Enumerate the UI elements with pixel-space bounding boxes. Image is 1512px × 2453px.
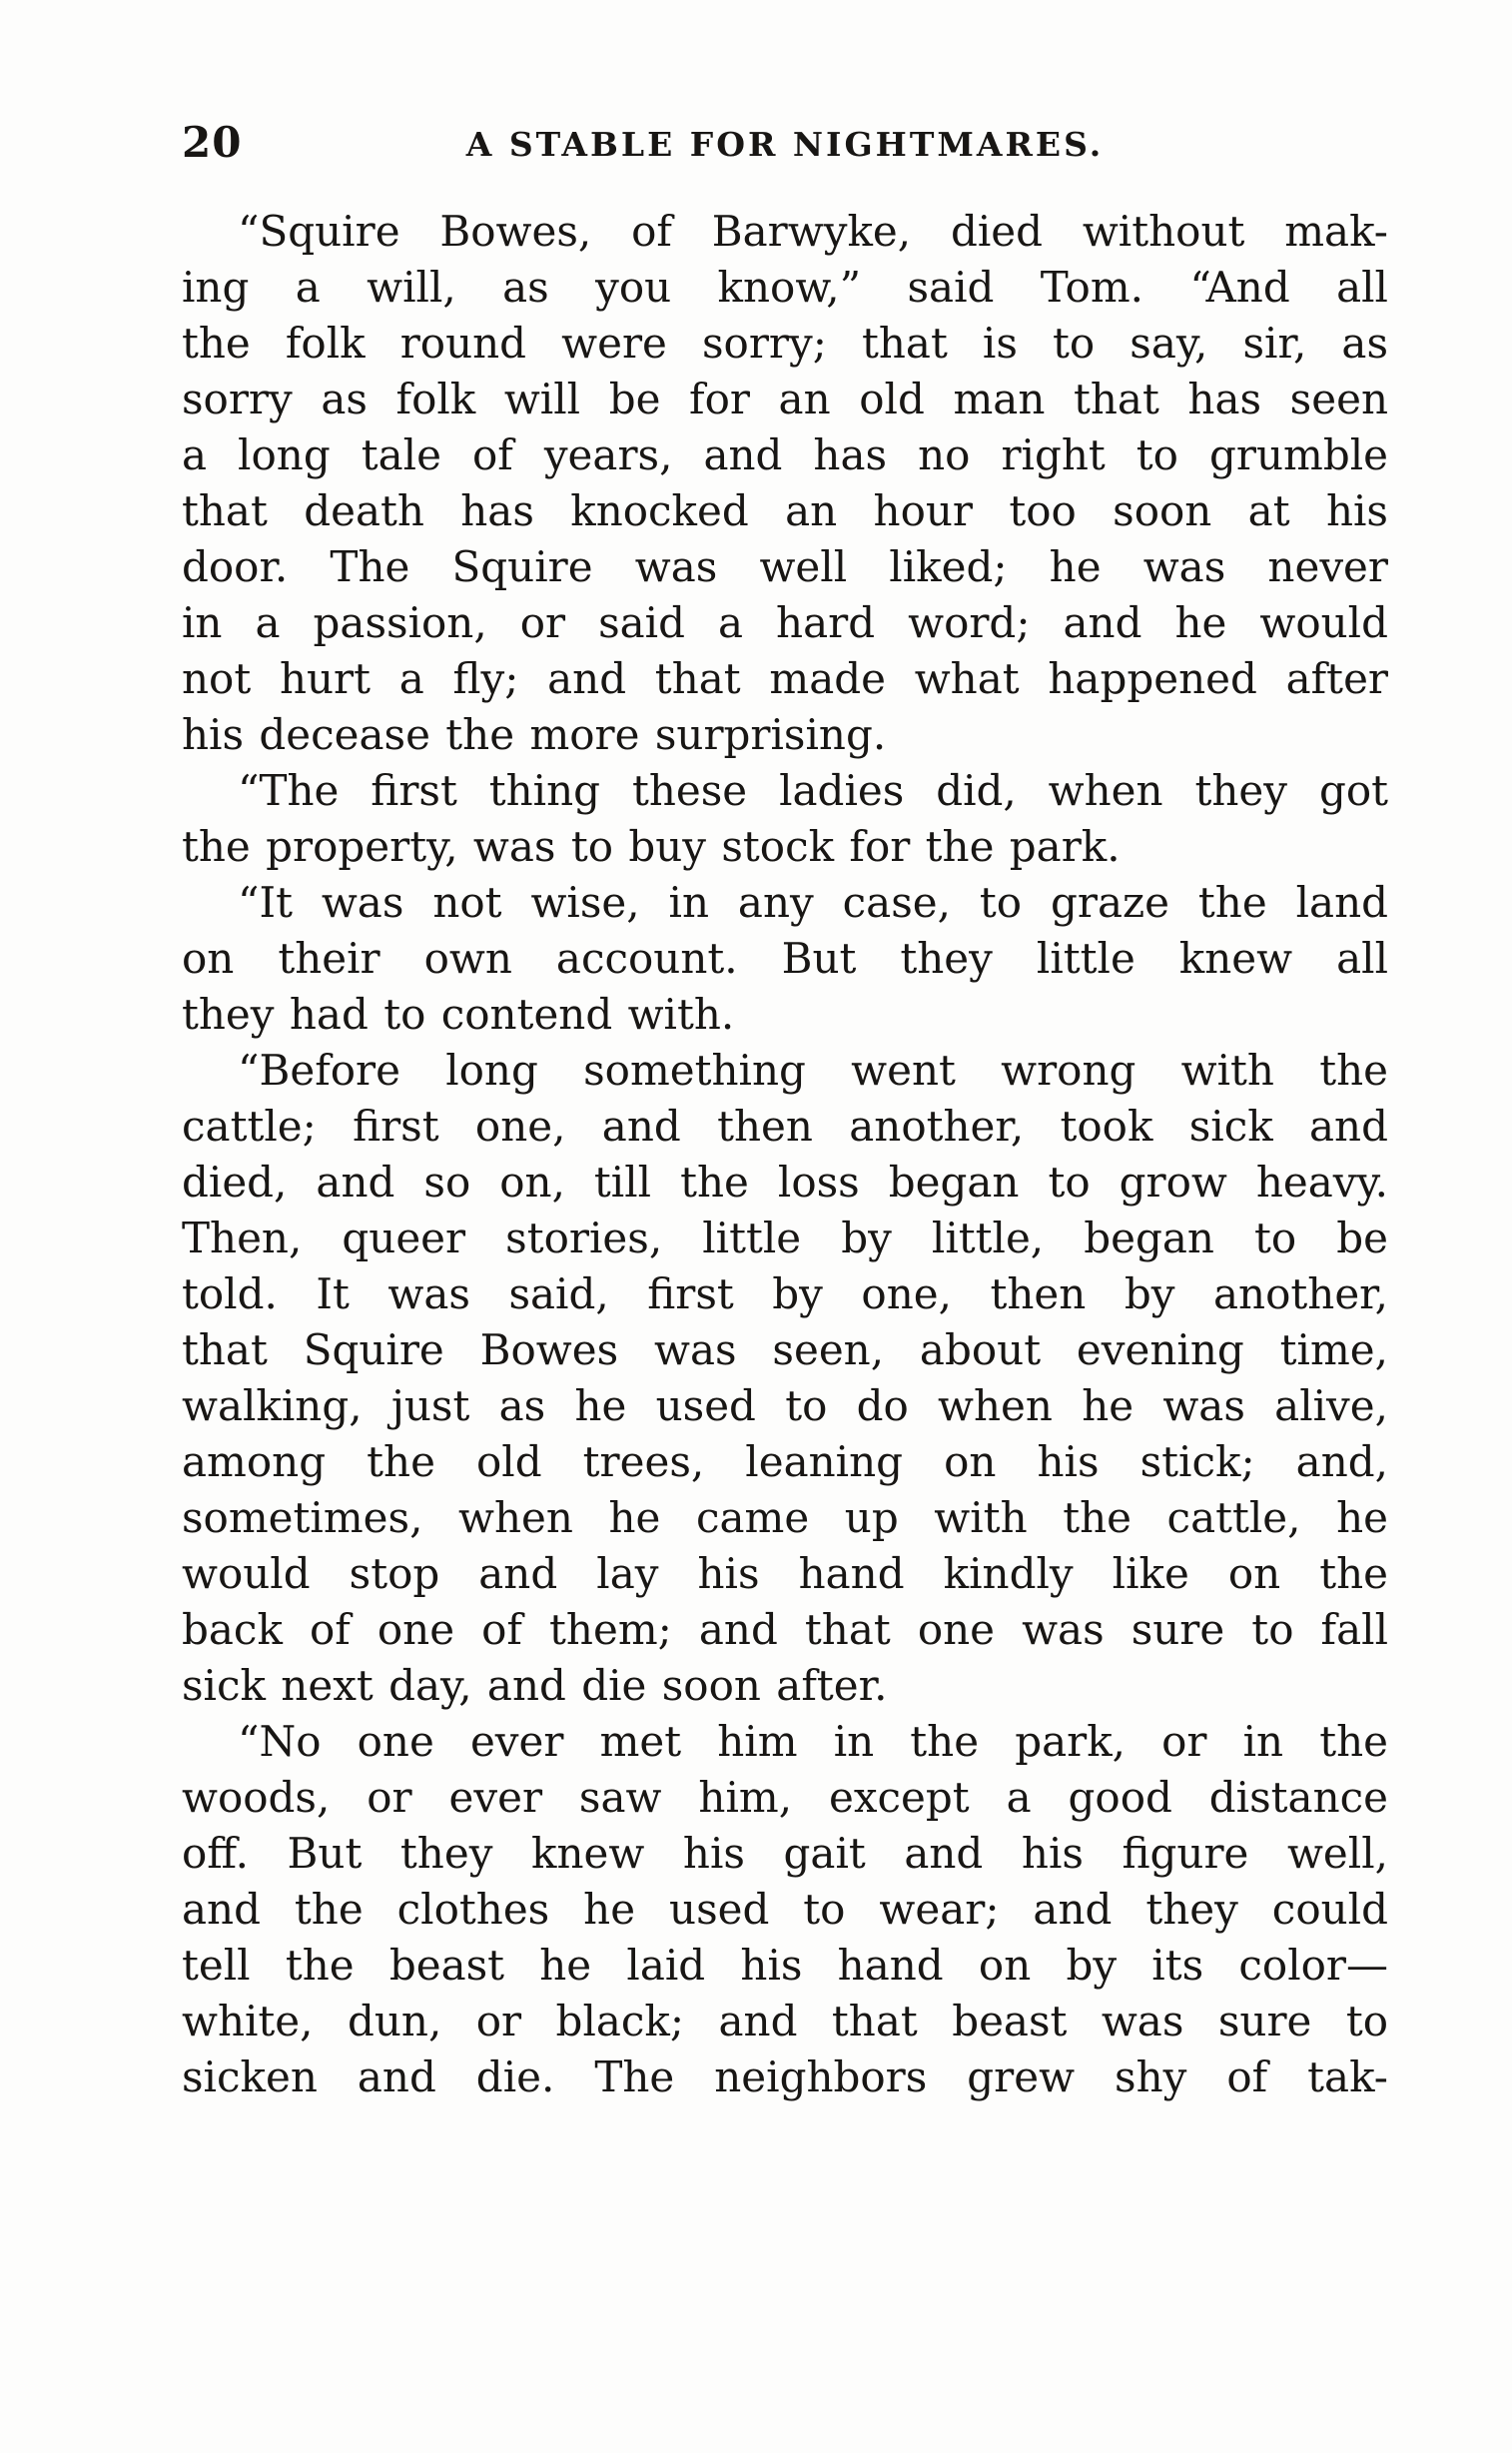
text-line: the property, was to buy stock for the park. — [182, 822, 1121, 871]
text-line: among the old trees, leaning on his stick; and, — [182, 1437, 1388, 1486]
text-line: “The first thing these ladies did, when they got — [238, 766, 1388, 815]
text-line: and the clothes he used to wear; and they could — [182, 1885, 1388, 1934]
text-line: cattle; first one, and then another, took sick and — [182, 1102, 1388, 1151]
page-header — [182, 118, 1388, 172]
text-line: sick next day, and die soon after. — [182, 1661, 888, 1710]
text-line: Then, queer stories, little by little, began to be — [182, 1214, 1388, 1262]
text-line: on their own account. But they little knew all — [182, 934, 1388, 983]
text-line: not hurt a fly; and that made what happened after — [182, 654, 1388, 703]
text-line: “Before long something went wrong with the — [238, 1046, 1388, 1095]
text-line: off. But they knew his gait and his figure well, — [182, 1829, 1388, 1878]
text-line: sorry as folk will be for an old man that has seen — [182, 375, 1388, 423]
text-line: a long tale of years, and has no right to grumble — [182, 430, 1388, 479]
text-line: sicken and die. The neighbors grew shy of tak- — [182, 2052, 1388, 2101]
text-line: told. It was said, first by one, then by another, — [182, 1269, 1388, 1318]
text-line: died, and so on, till the loss began to grow heavy. — [182, 1158, 1388, 1207]
text-line: tell the beast he laid his hand on by its color— — [182, 1941, 1388, 1990]
page-body — [182, 204, 1388, 2105]
page-number: 20 — [182, 118, 243, 167]
text-line: sometimes, when he came up with the cattle, he — [182, 1493, 1388, 1542]
text-line: the folk round were sorry; that is to say, sir, as — [182, 319, 1388, 368]
text-line: his decease the more surprising. — [182, 710, 887, 759]
text-line: would stop and lay his hand kindly like on the — [182, 1549, 1388, 1598]
text-line: in a passion, or said a hard word; and he would — [182, 598, 1388, 647]
text-line: that Squire Bowes was seen, about evening time, — [182, 1325, 1388, 1374]
text-line: white, dun, or black; and that beast was sure to — [182, 1997, 1388, 2045]
text-line: “It was not wise, in any case, to graze the land — [238, 878, 1388, 927]
text-line: “No one ever met him in the park, or in the — [238, 1717, 1388, 1766]
text-line: walking, just as he used to do when he was alive, — [182, 1381, 1388, 1430]
text-line: back of one of them; and that one was sure to fall — [182, 1605, 1388, 1654]
text-line: door. The Squire was well liked; he was never — [182, 542, 1388, 591]
text-line: that death has knocked an hour too soon at his — [182, 486, 1388, 535]
text-line: they had to contend with. — [182, 990, 735, 1039]
text-line: woods, or ever saw him, except a good distance — [182, 1773, 1388, 1822]
running-title: A STABLE FOR NIGHTMARES. — [465, 125, 1105, 164]
text-line: ing a will, as you know,” said Tom. “And all — [182, 263, 1388, 312]
text-line: “Squire Bowes, of Barwyke, died without mak- — [238, 207, 1388, 256]
